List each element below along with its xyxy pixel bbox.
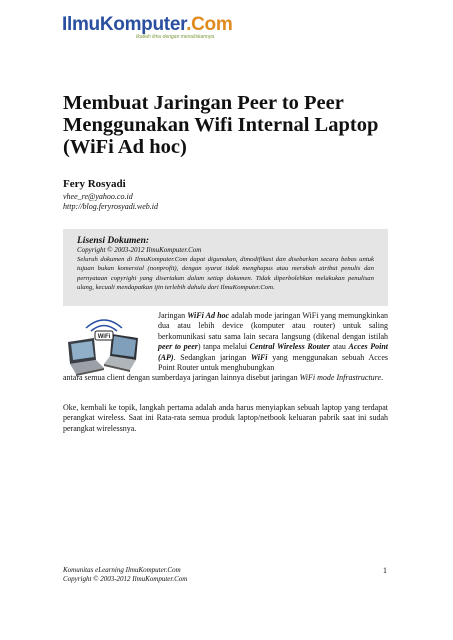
paragraph-2: Oke, kembali ke topik, langkah pertama adalah anda harus menyiapkan sebuah laptop yang terdapat perangkat wireless. Saat ini Rata-rata semua produk laptop/netbook keluaran pabrik saat ini sudah perangkat wirelessnya. bbox=[63, 403, 388, 433]
logo-wordmark: IlmuKomputer.Com bbox=[62, 14, 233, 35]
license-copyright: Copyright © 2003-2012 IlmuKomputer.Com bbox=[77, 246, 202, 254]
author-blog-link[interactable]: http://blog.feryrosyadi.web.id bbox=[63, 202, 159, 211]
footer-community: Komunitas eLearning IlmuKomputer.Com bbox=[63, 566, 181, 574]
author-name: Fery Rosyadi bbox=[63, 178, 126, 190]
license-box bbox=[63, 229, 388, 306]
wifi-laptops-illustration bbox=[64, 314, 146, 382]
page-number: 1 bbox=[383, 566, 387, 575]
logo-tagline: Ikatlah ilmu dengan menuliskannya bbox=[136, 34, 215, 40]
laptop-left-icon bbox=[68, 338, 104, 376]
site-logo bbox=[62, 14, 232, 40]
license-text: Seluruh dokumen di IlmuKomputer.Com dapat digunakan, dimodifikasi dan disebarkan secara bebas untuk tujuan bukan komersial (nonprofit), dengan syarat tidak menghapus atau merubah atribut penulis dan pernyataan copyright yang disertakan dalam setiap dokumen. Tidak diperbolehkan melakukan penulisan ulang, kecuali mendapatkan ijin terlebih dahulu dari IlmuKomputer.Com. bbox=[77, 256, 374, 291]
paragraph-1-continued: antara semua client dengan sumberdaya jaringan lainnya disebut jaringan WiFi mode Infrastructure. bbox=[63, 373, 384, 382]
author-block bbox=[63, 178, 158, 212]
license-title: Lisensi Dokumen: bbox=[77, 236, 150, 246]
page-footer bbox=[63, 566, 187, 584]
author-email[interactable]: vhee_re@yahoo.co.id bbox=[63, 192, 133, 201]
paragraph-1-side: Jaringan WiFi Ad hoc adalah mode jaringan WiFi yang memungkinkan dua atau lebih device (komputer atau router) untuk saling berkomunikasi satu sama lain secara langsung (dikenal dengan istilah peer to peer) tanpa melalui Central Wireless Router atau Acces Point (AP). Sedangkan jaringan WiFi yang menggunakan sebuah Acces Point Router untuk menghubungkan bbox=[158, 311, 389, 373]
footer-copyright: Copyright © 2003-2012 IlmuKomputer.Com bbox=[63, 575, 188, 583]
wifi-badge-label: WiFi bbox=[97, 334, 111, 340]
document-title: Membuat Jaringan Peer to Peer Menggunakan Wifi Internal Laptop (WiFi Ad hoc) bbox=[63, 92, 379, 158]
